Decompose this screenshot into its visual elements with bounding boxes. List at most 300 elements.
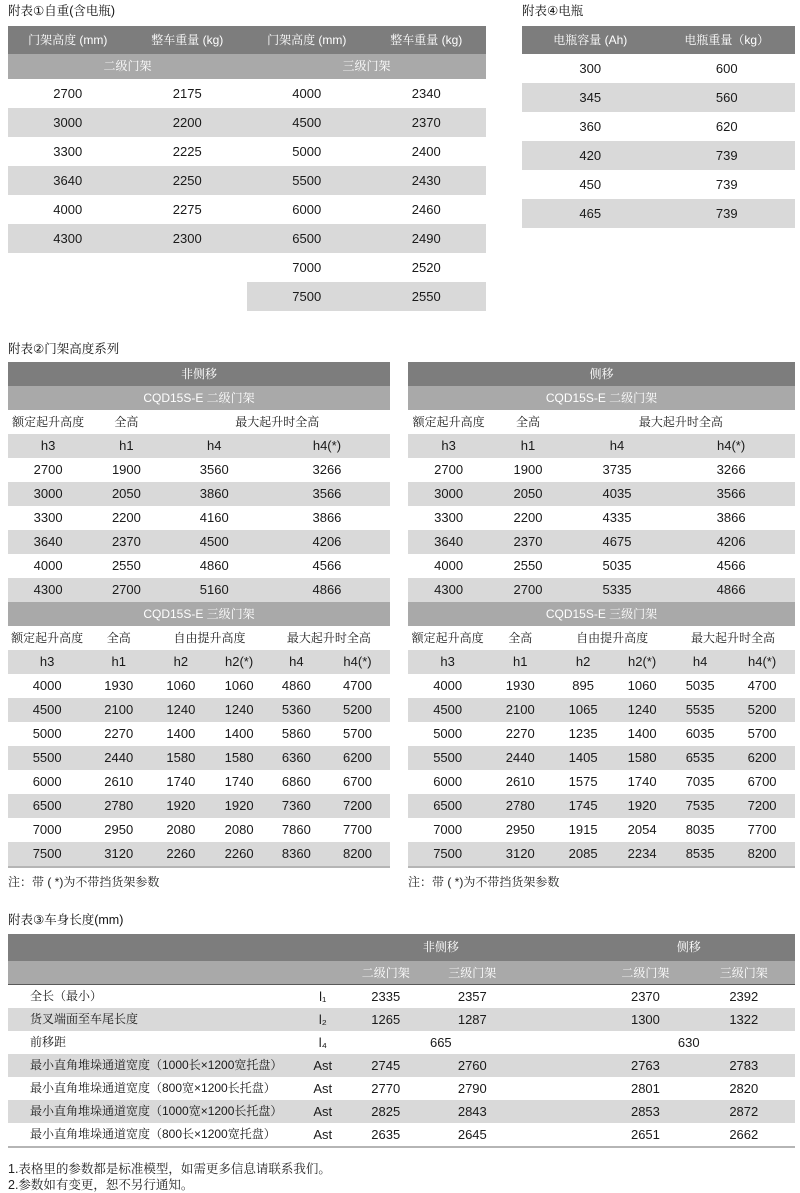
table-cell: 7035 bbox=[685, 774, 715, 789]
symbol-header: h2(*) bbox=[628, 654, 657, 669]
model-header-row bbox=[408, 602, 795, 626]
variant-header-row bbox=[8, 362, 390, 386]
table-cell: 2700 bbox=[513, 582, 543, 597]
table-row bbox=[8, 554, 390, 578]
table-cell: 2780 bbox=[104, 798, 134, 813]
column-group-label: 最大起升时全高 bbox=[638, 415, 723, 429]
table-cell: 3566 bbox=[312, 486, 342, 501]
table-cell: 3640 bbox=[33, 534, 63, 549]
table-cell: 5500 bbox=[292, 173, 322, 188]
table-cell: 3300 bbox=[434, 510, 464, 525]
table-cell: 5500 bbox=[433, 750, 463, 765]
table-row bbox=[8, 1008, 795, 1031]
table-cell: 3000 bbox=[434, 486, 464, 501]
table-cell: 3866 bbox=[716, 510, 746, 525]
table-cell: 2853 bbox=[630, 1104, 660, 1119]
table-row bbox=[8, 985, 795, 1008]
table3-group-row bbox=[8, 934, 795, 961]
content bbox=[8, 3, 795, 1193]
table-cell: 360 bbox=[579, 119, 602, 134]
table-cell: 2200 bbox=[111, 510, 141, 525]
table-cell: 3120 bbox=[505, 846, 535, 861]
table-cell: l₂ bbox=[318, 1012, 327, 1027]
table-row bbox=[522, 83, 795, 112]
table-cell: 5335 bbox=[602, 582, 632, 597]
table-cell: 4000 bbox=[53, 202, 83, 217]
table-cell bbox=[527, 1100, 590, 1123]
table-row bbox=[522, 199, 795, 228]
table-cell: 1745 bbox=[568, 798, 598, 813]
symbol-header: h4 bbox=[207, 438, 222, 453]
table-cell: 2700 bbox=[33, 462, 63, 477]
symbol-header: h4(*) bbox=[747, 654, 777, 669]
table-cell: 7200 bbox=[747, 798, 777, 813]
table-cell: 2275 bbox=[172, 202, 202, 217]
top-section bbox=[8, 3, 795, 311]
table-cell bbox=[527, 985, 590, 1008]
symbol-header: h4(*) bbox=[343, 654, 372, 669]
table-cell: 6360 bbox=[281, 750, 311, 765]
table-cell: 2340 bbox=[411, 86, 441, 101]
table-cell: 7500 bbox=[32, 846, 62, 861]
table-cell: 2175 bbox=[172, 86, 202, 101]
table-cell: 895 bbox=[572, 678, 594, 693]
table-cell: 2100 bbox=[104, 702, 134, 717]
column-header: 整车重量 (kg) bbox=[151, 33, 224, 47]
table-cell: 4860 bbox=[199, 558, 229, 573]
table-cell: 1920 bbox=[166, 798, 196, 813]
table-cell: 450 bbox=[579, 177, 602, 192]
table-cell: 6000 bbox=[433, 774, 463, 789]
column-group-label: 全高 bbox=[106, 631, 131, 645]
table-cell: 620 bbox=[715, 119, 738, 134]
table2-title: 附表②门架高度系列 bbox=[8, 342, 120, 356]
table-cell bbox=[787, 1077, 795, 1100]
table-cell: 5000 bbox=[433, 726, 463, 741]
model-header-row bbox=[8, 386, 390, 410]
table-cell: 1240 bbox=[166, 702, 196, 717]
table-cell: 665 bbox=[429, 1035, 452, 1050]
table-cell: 2200 bbox=[172, 115, 202, 130]
symbol-header: h2 bbox=[575, 654, 591, 669]
table3-title: 附表③车身长度(mm) bbox=[8, 913, 124, 927]
duplex-label-row bbox=[408, 410, 795, 434]
table-cell: 1400 bbox=[627, 726, 657, 741]
table-row bbox=[522, 112, 795, 141]
table-row bbox=[522, 54, 795, 83]
table-note: 注：带 ( *)为不带挡货架参数 bbox=[408, 875, 560, 889]
variant-name: 非侧移 bbox=[180, 367, 217, 381]
column-group-label: 额定起升高度 bbox=[411, 631, 484, 645]
symbol-header: h1 bbox=[512, 654, 528, 669]
table-row bbox=[408, 530, 795, 554]
table-row bbox=[408, 458, 795, 482]
table-cell: 3640 bbox=[53, 173, 83, 188]
table-cell: 4500 bbox=[292, 115, 322, 130]
table-cell: 1240 bbox=[224, 702, 254, 717]
table-cell: 4866 bbox=[716, 582, 746, 597]
table-cell: 3560 bbox=[199, 462, 229, 477]
table-cell: 6500 bbox=[433, 798, 463, 813]
table-cell: 2460 bbox=[411, 202, 441, 217]
table-cell: 2080 bbox=[166, 822, 196, 837]
group-header: 非侧移 bbox=[422, 940, 459, 954]
table-cell: 5000 bbox=[32, 726, 62, 741]
column-group-label: 最大起升时全高 bbox=[691, 631, 776, 645]
table-cell: 8200 bbox=[343, 846, 372, 861]
table-cell: 2440 bbox=[505, 750, 535, 765]
table-row bbox=[8, 770, 390, 794]
table-cell: 2080 bbox=[224, 822, 254, 837]
table-cell: 2054 bbox=[627, 822, 657, 837]
table1-header-row bbox=[8, 26, 486, 54]
table-cell bbox=[128, 253, 248, 282]
column-header: 门架高度 (mm) bbox=[28, 33, 108, 47]
table-cell: 6700 bbox=[343, 774, 372, 789]
triplex-symbol-row bbox=[408, 650, 795, 674]
table-cell: 6035 bbox=[685, 726, 715, 741]
table-cell: 2760 bbox=[457, 1058, 487, 1073]
table-cell: 7200 bbox=[343, 798, 372, 813]
model-header-row bbox=[408, 386, 795, 410]
table-cell bbox=[128, 282, 248, 311]
table-cell bbox=[787, 985, 795, 1008]
table-cell: 1300 bbox=[630, 1012, 660, 1027]
column-header: 二级门架 bbox=[621, 966, 670, 980]
table-row bbox=[522, 141, 795, 170]
table-cell: 2260 bbox=[166, 846, 196, 861]
symbol-header: h4(*) bbox=[717, 438, 746, 453]
group-header: 二级门架 bbox=[103, 59, 152, 73]
symbol-header: h3 bbox=[40, 438, 56, 453]
table-cell: 1915 bbox=[568, 822, 598, 837]
empty-cell bbox=[787, 961, 795, 984]
table3-subheader-row bbox=[8, 961, 795, 985]
table-cell: 4700 bbox=[747, 678, 777, 693]
table-cell: 2745 bbox=[371, 1058, 401, 1073]
table-cell: 2370 bbox=[513, 534, 543, 549]
table-row bbox=[8, 698, 390, 722]
table-cell: 最小直角堆垛通道宽度（800宽×1200长托盘） bbox=[30, 1081, 276, 1095]
table-cell: 3566 bbox=[716, 486, 746, 501]
table-cell: 5200 bbox=[343, 702, 372, 717]
duplex-label-row bbox=[8, 410, 390, 434]
column-group-label: 最大起升时全高 bbox=[286, 631, 371, 645]
table-cell: l₄ bbox=[318, 1035, 327, 1050]
table-cell: 前移距 bbox=[30, 1035, 67, 1049]
table-cell: 4160 bbox=[199, 510, 229, 525]
table3-body bbox=[8, 985, 795, 1146]
table-row bbox=[8, 253, 486, 282]
table-row bbox=[8, 722, 390, 746]
table-row bbox=[408, 698, 795, 722]
table-cell: 4035 bbox=[602, 486, 632, 501]
table-cell: 2843 bbox=[457, 1104, 487, 1119]
group-header: 三级门架 bbox=[342, 59, 391, 73]
table-cell: 5200 bbox=[747, 702, 777, 717]
table-cell: Ast bbox=[313, 1058, 333, 1073]
table1-group-row bbox=[8, 54, 486, 79]
table-cell: 5500 bbox=[32, 750, 62, 765]
table-cell: 2370 bbox=[630, 989, 660, 1004]
table-row bbox=[408, 770, 795, 794]
table-cell: 630 bbox=[677, 1035, 700, 1050]
table-cell: 3000 bbox=[53, 115, 83, 130]
table-row bbox=[408, 482, 795, 506]
table-cell: 5360 bbox=[281, 702, 311, 717]
table1-title: 附表①自重(含电瓶) bbox=[8, 4, 116, 18]
table-cell: 2801 bbox=[630, 1081, 660, 1096]
table-cell: 2700 bbox=[434, 462, 464, 477]
self-weight-section bbox=[8, 3, 486, 311]
table-cell: 1740 bbox=[224, 774, 254, 789]
table-cell: 3866 bbox=[312, 510, 342, 525]
table-cell: 8535 bbox=[685, 846, 715, 861]
table-cell: 2763 bbox=[630, 1058, 660, 1073]
table-cell: 5035 bbox=[602, 558, 632, 573]
table-row bbox=[8, 282, 486, 311]
table-cell: 2357 bbox=[457, 989, 487, 1004]
table-cell: 2250 bbox=[172, 173, 202, 188]
table-cell: 3640 bbox=[434, 534, 464, 549]
battery-section bbox=[522, 3, 795, 311]
empty-cell bbox=[291, 934, 354, 961]
self-weight-table bbox=[8, 26, 486, 311]
table-cell: 最小直角堆垛通道宽度（800长×1200宽托盘） bbox=[30, 1127, 276, 1141]
table-cell: 3000 bbox=[33, 486, 63, 501]
table-cell: 3120 bbox=[104, 846, 134, 861]
footer-note-1: 1.表格里的参数都是标准模型，如需更多信息请联系我们。 bbox=[8, 1162, 331, 1176]
column-group-label: 自由提升高度 bbox=[576, 631, 649, 645]
table-row bbox=[8, 794, 390, 818]
table-row bbox=[8, 506, 390, 530]
table-cell: 2610 bbox=[505, 774, 535, 789]
table-cell: 1400 bbox=[224, 726, 254, 741]
table-cell: 3300 bbox=[33, 510, 63, 525]
table-cell: 2820 bbox=[729, 1081, 759, 1096]
table-cell bbox=[787, 1008, 795, 1031]
table-row bbox=[408, 818, 795, 842]
group-header: 侧移 bbox=[676, 940, 701, 954]
table-cell: 5700 bbox=[747, 726, 777, 741]
symbol-header: h1 bbox=[520, 438, 536, 453]
table4-body bbox=[522, 54, 795, 228]
table-cell: 345 bbox=[579, 90, 602, 105]
table-row bbox=[8, 746, 390, 770]
table-cell: 4000 bbox=[33, 558, 63, 573]
table-cell: 6000 bbox=[292, 202, 322, 217]
table-cell: 4300 bbox=[434, 582, 464, 597]
table-cell: 2234 bbox=[627, 846, 657, 861]
table-cell: 3735 bbox=[602, 462, 632, 477]
table-cell: 4500 bbox=[32, 702, 62, 717]
table-cell: 2950 bbox=[505, 822, 535, 837]
table-row bbox=[408, 746, 795, 770]
symbol-header: h4 bbox=[692, 654, 708, 669]
table-row bbox=[408, 794, 795, 818]
table-cell: 2550 bbox=[411, 289, 441, 304]
column-header: 整车重量 (kg) bbox=[390, 33, 463, 47]
table4-header-row bbox=[522, 26, 795, 54]
table-cell: 1740 bbox=[627, 774, 657, 789]
table-cell: 4206 bbox=[716, 534, 746, 549]
table-cell: 7000 bbox=[292, 260, 322, 275]
table-cell: 6200 bbox=[747, 750, 777, 765]
table-cell: 2490 bbox=[411, 231, 441, 246]
table-cell: 货叉端面至车尾长度 bbox=[30, 1012, 139, 1026]
table-cell: 最小直角堆垛通道宽度（1000长×1200宽托盘） bbox=[30, 1058, 283, 1072]
table-row bbox=[408, 842, 795, 866]
empty-cell bbox=[8, 934, 291, 961]
table-cell: 1060 bbox=[224, 678, 254, 693]
table-cell: Ast bbox=[313, 1104, 333, 1119]
table-cell: 1060 bbox=[166, 678, 196, 693]
table-cell: 7500 bbox=[292, 289, 322, 304]
footer-note-2: 2.参数如有变更，恕不另行通知。 bbox=[8, 1178, 194, 1192]
table-cell: 6860 bbox=[281, 774, 311, 789]
table-cell: 2392 bbox=[729, 989, 759, 1004]
table-cell: 7700 bbox=[747, 822, 777, 837]
table-cell: 1400 bbox=[166, 726, 196, 741]
table-cell: 2050 bbox=[111, 486, 141, 501]
model-name: CQD15S-E 三级门架 bbox=[545, 607, 658, 621]
table-cell bbox=[8, 253, 128, 282]
table-row bbox=[408, 554, 795, 578]
table-cell: 4000 bbox=[433, 678, 463, 693]
model-header-row bbox=[8, 602, 390, 626]
table-cell: 420 bbox=[579, 148, 602, 163]
duplex-symbol-row bbox=[408, 434, 795, 458]
table-cell: 5035 bbox=[685, 678, 715, 693]
table-cell: 4700 bbox=[343, 678, 372, 693]
table-row bbox=[408, 722, 795, 746]
table-cell: 4566 bbox=[312, 558, 342, 573]
table-row bbox=[408, 674, 795, 698]
table-cell: 1580 bbox=[166, 750, 196, 765]
table-row bbox=[8, 1100, 795, 1123]
table-cell: 1580 bbox=[627, 750, 657, 765]
table-cell: 4866 bbox=[312, 582, 342, 597]
table-row bbox=[8, 1054, 795, 1077]
empty-cell bbox=[527, 961, 590, 984]
table-cell: 2260 bbox=[224, 846, 254, 861]
symbol-header: h3 bbox=[440, 654, 455, 669]
table-cell: 6500 bbox=[292, 231, 322, 246]
table-cell: 4500 bbox=[433, 702, 463, 717]
column-header: 三级门架 bbox=[719, 966, 768, 980]
triplex-body bbox=[8, 674, 390, 866]
table-cell: 3266 bbox=[312, 462, 342, 477]
table-cell: 8035 bbox=[685, 822, 715, 837]
table-cell: 2300 bbox=[172, 231, 202, 246]
column-header: 电瓶容量 (Ah) bbox=[553, 33, 628, 47]
table-cell: 2872 bbox=[729, 1104, 759, 1119]
table-cell: 4000 bbox=[434, 558, 464, 573]
table-row bbox=[8, 578, 390, 602]
table-cell: 2200 bbox=[513, 510, 543, 525]
table-cell: 2370 bbox=[111, 534, 141, 549]
table-cell: 6535 bbox=[685, 750, 715, 765]
table-cell: 2335 bbox=[371, 989, 401, 1004]
table-cell: 739 bbox=[715, 148, 738, 163]
empty-cell bbox=[527, 934, 590, 961]
table-cell: 3300 bbox=[53, 144, 83, 159]
table-cell: 1240 bbox=[627, 702, 657, 717]
table-cell: 2270 bbox=[505, 726, 535, 741]
duplex-body bbox=[8, 458, 390, 602]
table-cell: 2635 bbox=[371, 1127, 401, 1142]
table-cell: 1900 bbox=[513, 462, 543, 477]
table-row bbox=[8, 458, 390, 482]
table-cell: 8200 bbox=[747, 846, 777, 861]
table-cell: 7360 bbox=[281, 798, 311, 813]
column-group-label: 额定起升高度 bbox=[11, 631, 84, 645]
table-cell: 2520 bbox=[411, 260, 441, 275]
table-cell: 5160 bbox=[199, 582, 229, 597]
table-cell: 2550 bbox=[513, 558, 543, 573]
table-cell bbox=[8, 282, 128, 311]
table-cell: 2370 bbox=[411, 115, 441, 130]
table-cell: 5700 bbox=[343, 726, 372, 741]
table-cell: 6500 bbox=[32, 798, 62, 813]
table-row bbox=[8, 137, 486, 166]
table-cell: 4300 bbox=[53, 231, 83, 246]
table-cell: Ast bbox=[313, 1081, 333, 1096]
empty-cell bbox=[291, 961, 354, 984]
table-cell: 最小直角堆垛通道宽度（1000宽×1200长托盘） bbox=[30, 1104, 283, 1118]
table-cell: 2700 bbox=[53, 86, 83, 101]
table-cell: 1930 bbox=[104, 678, 134, 693]
table-row bbox=[8, 1077, 795, 1100]
body-length-table bbox=[8, 934, 795, 1148]
duplex-body bbox=[408, 458, 795, 602]
symbol-header: h4 bbox=[289, 654, 304, 669]
table-cell: 8360 bbox=[281, 846, 311, 861]
triplex-symbol-row bbox=[8, 650, 390, 674]
table-row bbox=[8, 530, 390, 554]
table-cell: 4860 bbox=[281, 678, 311, 693]
column-group-label: 额定起升高度 bbox=[412, 415, 485, 429]
table-cell bbox=[527, 1031, 590, 1054]
table-cell: 1265 bbox=[371, 1012, 401, 1027]
table-cell: 2610 bbox=[104, 774, 134, 789]
symbol-header: h3 bbox=[441, 438, 456, 453]
table-cell: 2400 bbox=[411, 144, 441, 159]
model-name: CQD15S-E 三级门架 bbox=[143, 607, 255, 621]
symbol-header: h3 bbox=[39, 654, 55, 669]
table-cell: 3860 bbox=[199, 486, 229, 501]
table-cell: l₁ bbox=[319, 989, 327, 1004]
table-row bbox=[8, 482, 390, 506]
table-cell: 2440 bbox=[104, 750, 134, 765]
symbol-header: h4 bbox=[609, 438, 625, 453]
table-cell: 1580 bbox=[224, 750, 254, 765]
column-header: 二级门架 bbox=[361, 966, 410, 980]
mast-height-section bbox=[8, 362, 795, 890]
table-cell: 300 bbox=[579, 61, 602, 76]
empty-cell bbox=[8, 961, 291, 984]
table-cell: 6700 bbox=[747, 774, 777, 789]
table-cell: 2645 bbox=[457, 1127, 487, 1142]
table-cell: 1405 bbox=[568, 750, 598, 765]
table-cell: 5860 bbox=[281, 726, 311, 741]
table-cell: 560 bbox=[715, 90, 738, 105]
table1-body bbox=[8, 79, 486, 311]
table-row bbox=[408, 506, 795, 530]
table-cell: 3266 bbox=[716, 462, 746, 477]
table-row bbox=[8, 79, 486, 108]
table-cell: 2700 bbox=[111, 582, 141, 597]
